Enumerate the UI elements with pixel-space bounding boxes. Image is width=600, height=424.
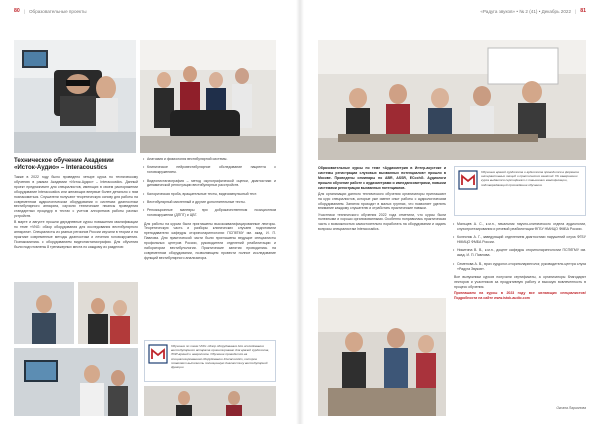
right-col2-paragraph: Все выпускники курсов получили сертификаты, а организаторы благодарят лекторов и участников за продуктивную работу и высокую вовлеченность в процесс обучения. bbox=[454, 274, 586, 289]
left-section-title: Образовательные проекты bbox=[28, 8, 87, 14]
photo-hands-on-practice bbox=[318, 298, 446, 416]
list-item: • Клиническое нейровестибулярное обследование пациента с головокружением. bbox=[144, 165, 276, 175]
right-col1-paragraph: Участники технического обучения 2022 года отметили, что курсы были полезными и хорошо организованными. Особенно понравилась практическая часть с возможностью самостоятельно поработать на оборудовании и задать вопросы специалистам Interacoustics. bbox=[318, 212, 446, 232]
invitation-highlight: Приглашаем на курсы в 2023 году все желающих специалистов! Подробности на сайте www.istok-audio.com bbox=[454, 290, 586, 300]
right-lead-paragraph: Образовательные курсы по теме «Аудиометрия в Интер-акустике и системы регистрации слуховых вызванных потенциалов» прошли в Москве. Проведены семинары по ABR, ASSR, ECochG. Аудиологи прошли обучение работе с аудиометрами и импедансометрами, новыми системами регистрации вызванных потенциалов. bbox=[318, 166, 446, 190]
list-item: • Семенова А. В., врач сурдолог-оториноларинголог, руководитель центра слуха «Радуга Звуков». bbox=[454, 262, 586, 272]
photo-equipment-demo bbox=[14, 348, 138, 416]
list-item: • Калорическая проба, вращательные тесты, видеоимпульсный тест. bbox=[144, 192, 276, 197]
right-column-2 bbox=[454, 222, 586, 302]
photo-lecture-hall bbox=[14, 282, 74, 344]
right-column-1 bbox=[318, 166, 446, 233]
academy-logo-icon bbox=[148, 344, 168, 364]
list-item: • Вестибулярный миогенный и другие дополнительные тесты. bbox=[144, 200, 276, 205]
left-page-number: 80 bbox=[14, 8, 20, 14]
author-signature: Оксана Ларионова bbox=[556, 406, 586, 410]
photo-vng-training bbox=[14, 40, 136, 153]
list-item: • Репозиционные маневры при доброкачественном позиционном головокружении (ДППГ) и ЦВГ. bbox=[144, 208, 276, 218]
article-heading: Техническое обучение Академии «Исток-Аудио» – Interacoustics bbox=[14, 157, 114, 171]
left-column-1 bbox=[14, 175, 138, 251]
list-item: • Видеонистагмография – метод окулографической оценки, диагностики и динамической регистрации вестибулярных расстройств. bbox=[144, 179, 276, 189]
page-gutter bbox=[296, 0, 304, 424]
right-page bbox=[304, 0, 600, 424]
photo-group-trainees bbox=[140, 40, 276, 153]
photo-practical-session bbox=[78, 282, 138, 344]
photo-certificate-handover bbox=[144, 386, 276, 416]
right-running-head: «Радуга звуков» • № 2 (41) • Декабрь 2022 | 81 bbox=[480, 8, 586, 14]
left-column-2 bbox=[144, 157, 276, 262]
list-item: • Никитина В. В., к.м.н., доцент кафедры оториноларингологии ПСПбГМУ им. акад. И. П. Павлова. bbox=[454, 248, 586, 258]
photo-classroom-seminar bbox=[318, 40, 586, 160]
right-page-number: 81 bbox=[580, 8, 586, 14]
list-item: • Мальцев А. С., к.м.н., начальник научно-клинического отдела аудиологии, слухопротезирования и речевой реабилитации ФГБУ НМИЦО ФМБА России. bbox=[454, 222, 586, 232]
left-col2-paragraph: Для работы на курсах были приглашены высококвалифицированные лекторы. Теоретическую часть и разборы клинических случаев подготовили преподаватели кафедры оториноларингологии ПСПбГМУ им. акад. И. П. Павлова. Для практической части были приглашены ведущие специалисты профильных центров России, руководители отделений реабилитации и лаборатории вестибулологии. Практические занятия проводились на современном оборудовании, позволяющем провести полное исследование функций вестибулярного анализатора. bbox=[144, 221, 276, 260]
left-running-head: 80 | Образовательные проекты bbox=[14, 8, 87, 14]
left-col1-paragraph: Также в 2022 году было проведено четыре курса по техническому обучению в рамках Академии «Исток-Аудио» – Interacoustics. Данный проект предназначен для специалистов, имеющих в своем распоряжении оборудование Interacoustics или желающих впервые более детально с ним познакомиться. Слушатели получают теоретическую основу для работы на современном аудиологическом оборудовании и системах диагностики вестибулярного аппарата, изучили технические нюансы проведения стандартных процедур в тестах с учетом алгоритмов работы разных устройств. bbox=[14, 175, 138, 219]
left-page bbox=[0, 0, 296, 424]
left-col1-paragraph: В марте и августе прошли двухдневные курсы повышения квалификации по теме «VNG: обзор оборудования для исследования вестибулярного аппарата». Специалисты из разных регионов России изучили в теории и на практике современные методы диагностики и лечения головокружения. Познакомились с оборудованием видеонистагмографии. Для обучения были подготовлены 8 тренажерных места по каждому из разделов: bbox=[14, 220, 138, 249]
lecturers-list bbox=[454, 222, 586, 271]
right-magazine-title: «Радуга звуков» • № 2 (41) • Декабрь 2022 bbox=[480, 8, 572, 14]
left-infobox bbox=[144, 340, 276, 382]
list-item: • Анатомия и физиология вестибулярной системы. bbox=[144, 157, 276, 162]
left-infobox-text: Обучение по теме VNG: обзор оборудования для исследования вестибулярного аппарата ориентировано для врачей сурдологов, ЛОР-врачей и неврологов. Обучение проводится на специализированном оборудовании Interacoustics, которое позволяет выполнить полноценную диагностику вестибулярной функции. bbox=[171, 344, 270, 370]
right-infobox bbox=[454, 166, 586, 216]
academy-logo-icon bbox=[458, 170, 478, 190]
right-infobox-text: Обучение врачей сурдологов и аудиологов проводится в формате интерактивных лекций и практических занятий. По завершении курса выдается сертификат о повышении квалификации, подтверждающий прохождение обучения. bbox=[481, 170, 580, 187]
right-col1-paragraph: Для организации данного технического обучения организаторы приглашают на курс специалистов, которые уже имеют опыт работы с аудиологическим оборудованием. Занятия проходят в малых группах, что позволяет уделить внимание каждому слушателю и отработать практические навыки. bbox=[318, 191, 446, 211]
list-item: • Колесник А. Г., заведующий отделением диагностики нарушений слуха ФГБУ НМИЦО ФМБА России. bbox=[454, 235, 586, 245]
training-topics-list bbox=[144, 157, 276, 218]
